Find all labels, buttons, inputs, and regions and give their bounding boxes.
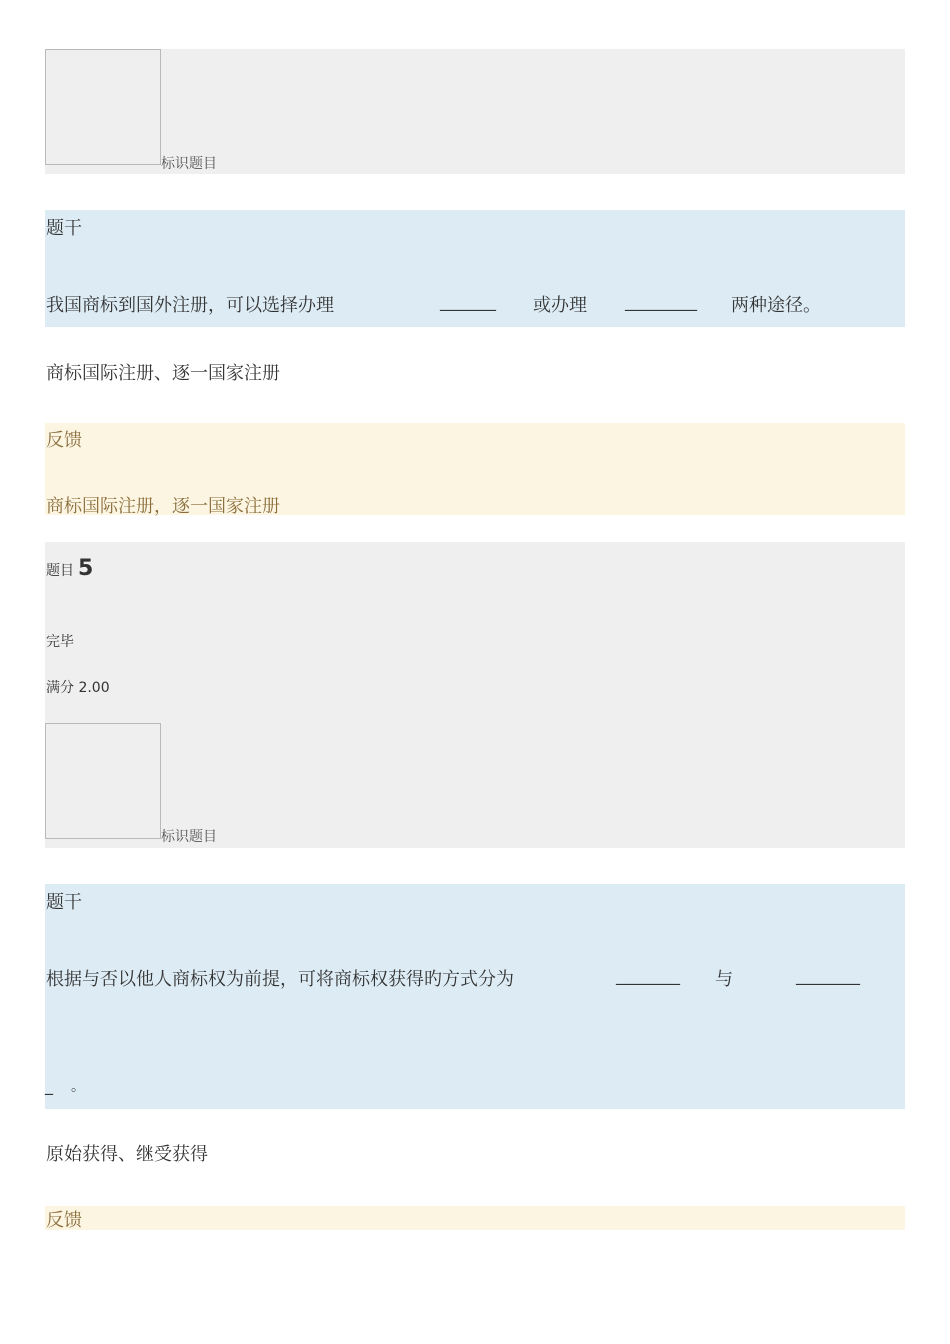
question-number: 5	[78, 556, 94, 581]
stem-mid-text: 与	[715, 969, 733, 990]
question-5-info-panel	[45, 542, 905, 848]
feedback-heading: 反馈	[46, 430, 82, 451]
blank-1: ________	[616, 966, 680, 985]
flag-question-icon[interactable]	[45, 723, 161, 839]
answer-text: 商标国际注册、逐一国家注册	[46, 363, 280, 384]
question-4-stem-panel	[45, 210, 905, 327]
question-4-info-panel	[45, 49, 905, 174]
stem-end-text: 。	[71, 1079, 85, 1095]
feedback-text: 商标国际注册，逐一国家注册	[46, 496, 280, 517]
blank-2: ________	[796, 966, 860, 985]
question-5-feedback-panel	[45, 1206, 905, 1230]
answer-text: 原始获得、继受获得	[46, 1144, 208, 1165]
stem-end-text: 两种途径。	[731, 295, 821, 316]
question-title-label: 题目	[46, 563, 74, 579]
blank-1: _______	[440, 292, 496, 311]
question-5-stem-panel	[45, 884, 905, 1109]
stem-mid-text: 或办理	[533, 295, 587, 316]
blank-2: _________	[625, 292, 697, 311]
flag-question-icon[interactable]	[45, 49, 161, 165]
blank-3: _	[45, 1076, 53, 1095]
question-score: 满分 2.00	[46, 680, 110, 696]
question-4-feedback-panel	[45, 423, 905, 515]
feedback-heading: 反馈	[46, 1210, 82, 1231]
stem-text: 我国商标到国外注册，可以选择办理	[46, 295, 334, 316]
stem-heading: 题干	[46, 218, 82, 239]
question-status: 完毕	[46, 634, 74, 650]
stem-text: 根据与否以他人商标权为前提，可将商标权获得旳方式分为	[46, 969, 514, 990]
stem-heading: 题干	[46, 892, 82, 913]
flag-question-label[interactable]: 标识题目	[161, 829, 217, 845]
question-title	[46, 556, 93, 581]
flag-question-label[interactable]: 标识题目	[161, 156, 217, 172]
